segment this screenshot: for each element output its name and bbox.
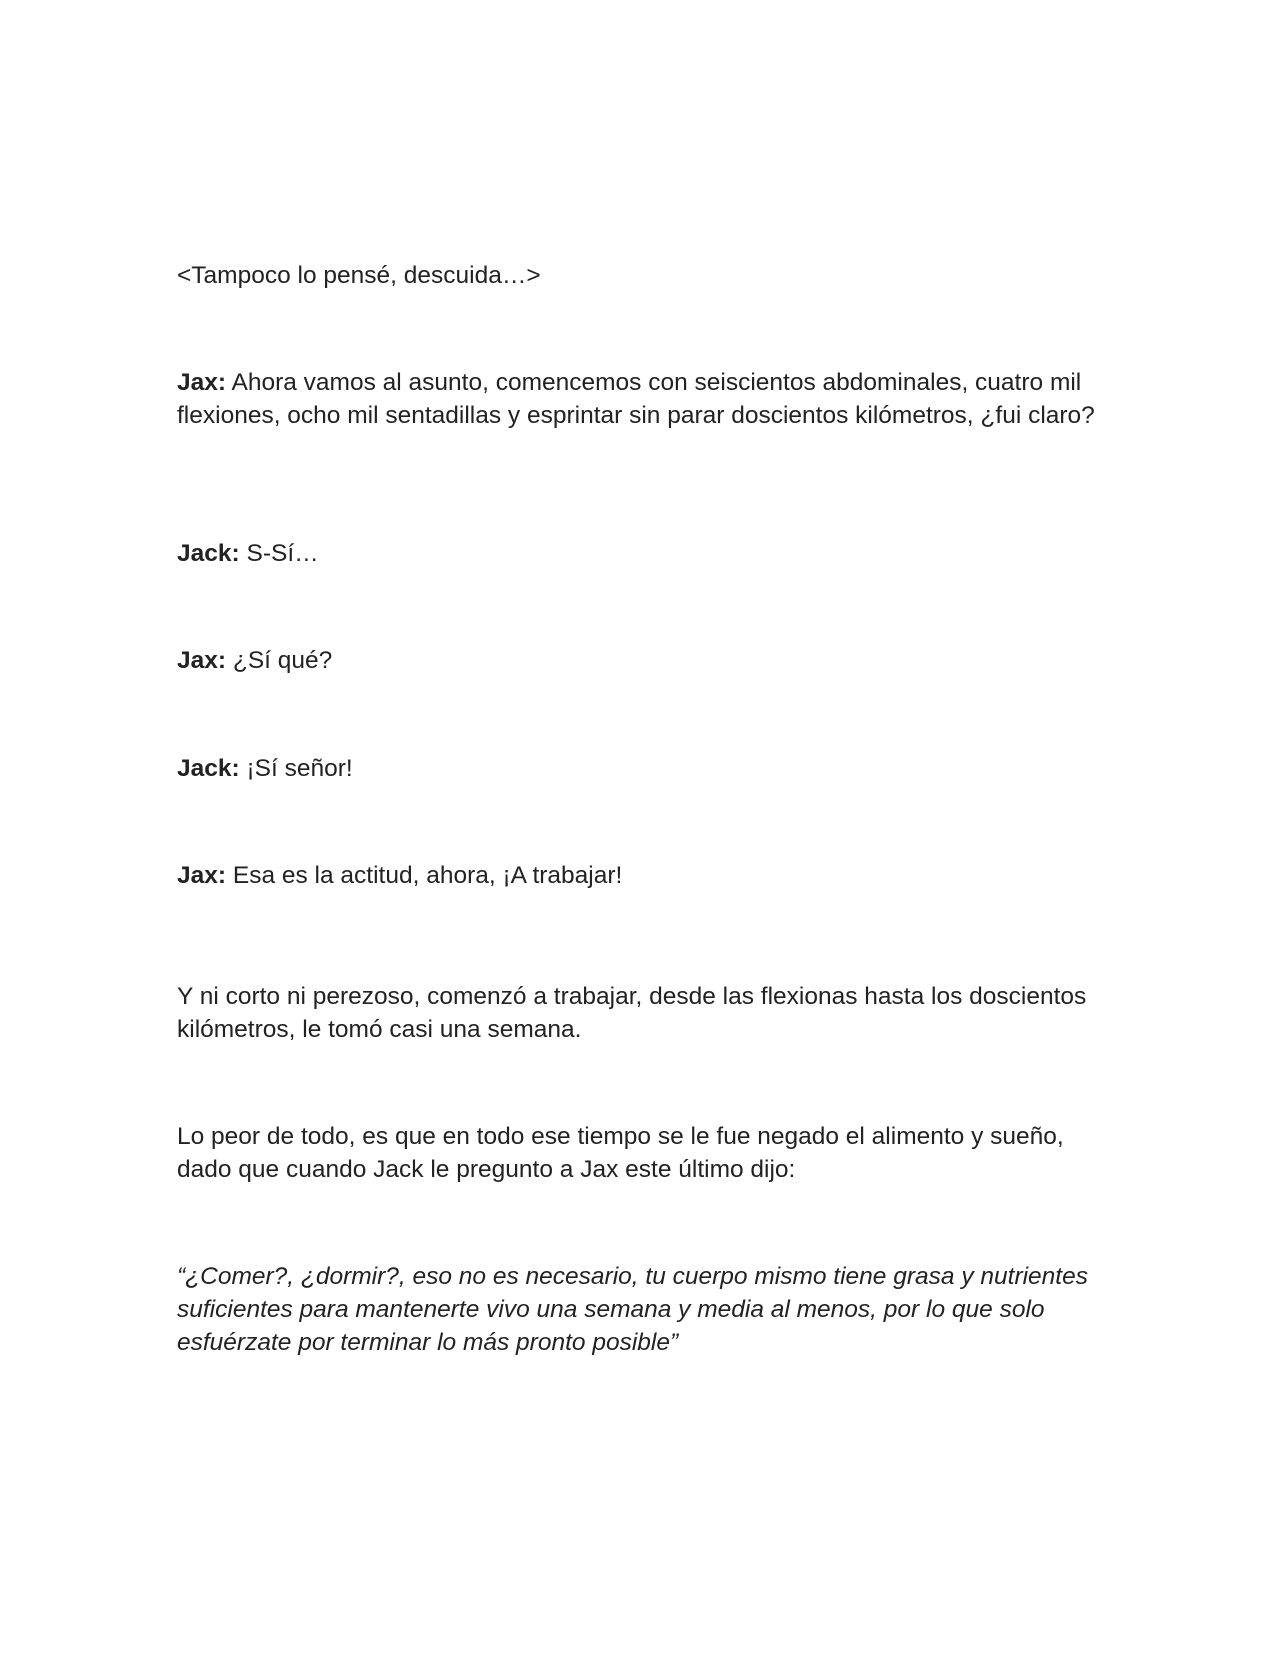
dialogue-line-jax bbox=[177, 859, 1097, 892]
narration-paragraph bbox=[177, 980, 1097, 1046]
dialogue-text: S-Sí… bbox=[239, 540, 319, 567]
dialogue-line-jax bbox=[177, 644, 1097, 677]
quote-paragraph bbox=[177, 1260, 1097, 1359]
speaker-name: Jax: bbox=[177, 862, 227, 889]
speaker-name: Jax: bbox=[177, 369, 227, 396]
dialogue-text: Esa es la actitud, ahora, ¡A trabajar! bbox=[226, 862, 623, 889]
paragraph-text: Y ni corto ni perezoso, comenzó a trabajar, desde las flexionas hasta los doscientos kilómetros, le tomó casi una semana. bbox=[177, 983, 1087, 1043]
speaker-name: Jax: bbox=[177, 647, 227, 674]
dialogue-text: ¿Sí qué? bbox=[226, 647, 333, 674]
narration-paragraph bbox=[177, 1120, 1097, 1186]
speaker-name: Jack: bbox=[177, 540, 240, 567]
dialogue-text: Ahora vamos al asunto, comencemos con seiscientos abdominales, cuatro mil flexiones, ocho mil sentadillas y esprintar sin parar doscientos kilómetros, ¿fui claro? bbox=[177, 369, 1095, 429]
speaker-name: Jack: bbox=[177, 755, 240, 782]
paragraph-text: Lo peor de todo, es que en todo ese tiempo se le fue negado el alimento y sueño, dado que cuando Jack le pregunto a Jax este último dijo: bbox=[177, 1123, 1064, 1183]
dialogue-text: ¡Sí señor! bbox=[239, 755, 353, 782]
dialogue-line-jax bbox=[177, 366, 1097, 432]
paragraph-text: <Tampoco lo pensé, descuida…> bbox=[177, 262, 541, 289]
quote-text: “¿Comer?, ¿dormir?, eso no es necesario, tu cuerpo mismo tiene grasa y nutrientes suficientes para mantenerte vivo una semana y media al menos, por lo que solo esfuérzate por terminar lo más pronto posible” bbox=[177, 1263, 1088, 1356]
dialogue-line-jack bbox=[177, 752, 1097, 785]
dialogue-line-jack bbox=[177, 537, 1097, 570]
narration-paragraph bbox=[177, 259, 1097, 292]
